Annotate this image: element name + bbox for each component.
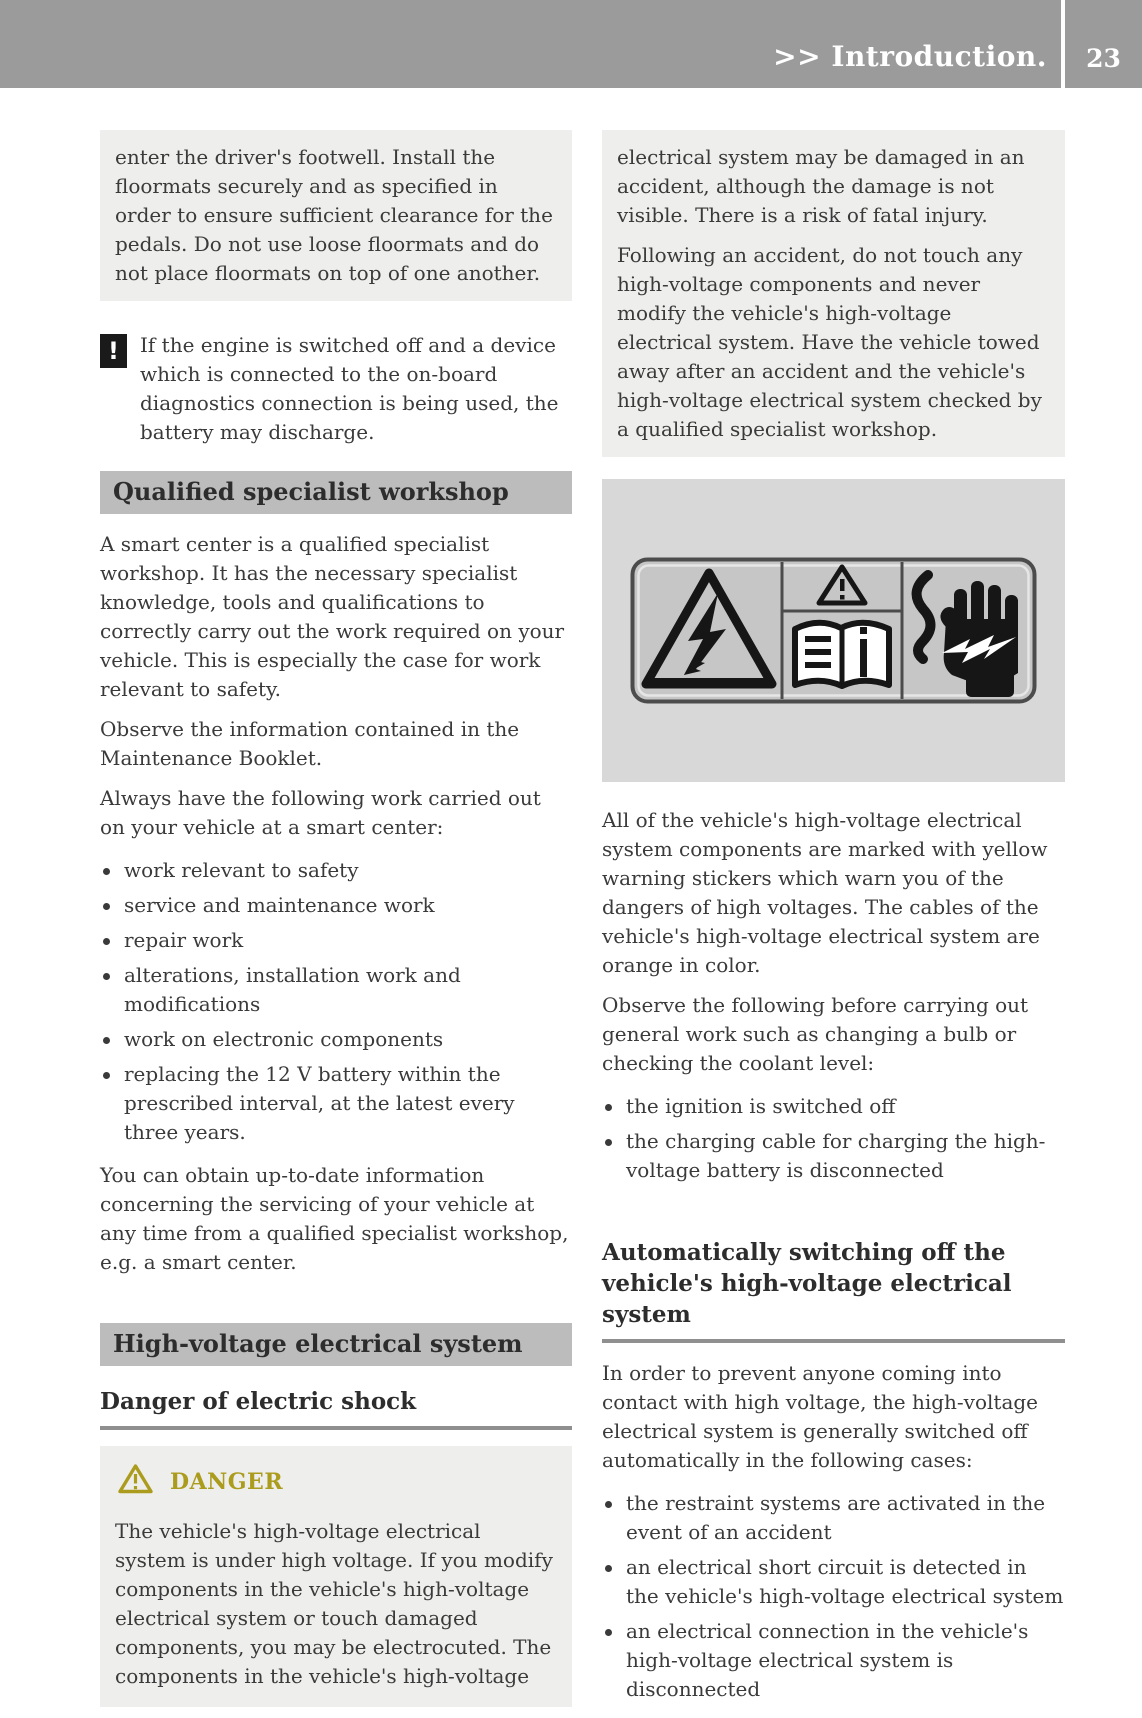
danger-label: DANGER	[170, 1469, 284, 1495]
battery-discharge-note	[100, 331, 572, 447]
carryover-text: Following an accident, do not touch any high-voltage components and never modify the vehicle's high-voltage electrical system. Have the vehicle towed away after an accident and the vehicle's high-voltage electrical system checked by a qualified specialist workshop.	[617, 243, 1042, 441]
section-heading-qualified-specialist-workshop: Qualified specialist workshop	[100, 471, 572, 514]
carryover-danger-box	[602, 130, 1065, 457]
left-column	[100, 130, 572, 1707]
paragraph: Always have the following work carried out on your vehicle at a smart center:	[100, 786, 541, 839]
paragraph: In order to prevent anyone coming into contact with high voltage, the high-voltage electrical system is generally switched off automatically in the following cases:	[602, 1361, 1039, 1472]
paragraph: Observe the following before carrying out general work such as changing a bulb or checking the coolant level:	[602, 993, 1029, 1075]
chapter-title: >> Introduction.	[773, 40, 1047, 73]
carryover-text: electrical system may be damaged in an accident, although the damage is not visible. There is a risk of fatal injury.	[617, 145, 1025, 227]
paragraph: You can obtain up-to-date information concerning the servicing of your vehicle at any time from a qualified specialist workshop, e.g. a smart center.	[100, 1163, 569, 1274]
subheading-automatic-switch-off: Automatically switching off the vehicle's high-voltage electrical system	[602, 1237, 1065, 1343]
danger-text: The vehicle's high-voltage electrical system is under high voltage. If you modify components in the vehicle's high-voltage electrical system or touch damaged components, you may be electrocuted. The components in the vehicle's high-voltage	[115, 1519, 553, 1688]
carryover-text: enter the driver's footwell. Install the floormats securely and as specified in order to ensure sufficient clearance for the pedals. Do not use loose floormats and do not place floormats on top of one another.	[115, 145, 553, 285]
list-item: repair work	[124, 926, 572, 955]
list-item: service and maintenance work	[124, 891, 572, 920]
manual-book-icon	[795, 623, 889, 686]
danger-box-header	[117, 1462, 557, 1503]
high-voltage-warning-sticker-image	[602, 479, 1065, 782]
right-column	[602, 130, 1065, 1718]
sticker-explanation	[602, 806, 1065, 1078]
list-item: work on electronic components	[124, 1025, 572, 1054]
list-item: the charging cable for charging the high-voltage battery is disconnected	[626, 1127, 1065, 1185]
section-heading-high-voltage-electrical-system: High-voltage electrical system	[100, 1323, 572, 1366]
list-item: the restraint systems are activated in the event of an accident	[626, 1489, 1065, 1547]
list-item: work relevant to safety	[124, 856, 572, 885]
danger-warning-box	[100, 1446, 572, 1707]
list-item: the ignition is switched off	[626, 1092, 1065, 1121]
list-item: alterations, installation work and modifications	[124, 961, 572, 1019]
workshop-work-list	[100, 856, 572, 1147]
paragraph: All of the vehicle's high-voltage electrical system components are marked with yellow warning stickers which warn you of the dangers of high voltages. The cables of the vehicle's high-voltage electrical system are orange in color.	[602, 808, 1048, 977]
list-item: an electrical connection in the vehicle's high-voltage electrical system is disconnected	[626, 1617, 1065, 1704]
exclamation-note-icon: !	[100, 334, 127, 368]
warning-sticker-graphic	[630, 557, 1037, 704]
list-item: an electrical short circuit is detected in the vehicle's high-voltage electrical system	[626, 1553, 1065, 1611]
auto-switch-off-cases-list	[602, 1489, 1065, 1704]
danger-triangle-icon	[117, 1462, 154, 1503]
paragraph: Observe the information contained in the Maintenance Booklet.	[100, 717, 520, 770]
note-text: If the engine is switched off and a device which is connected to the on-board diagnostics connection is being used, the battery may discharge.	[140, 333, 559, 444]
carryover-warning-box	[100, 130, 572, 301]
pre-work-checklist	[602, 1092, 1065, 1185]
paragraph: A smart center is a qualified specialist workshop. It has the necessary specialist knowledge, tools and qualifications to correctly carry out the work required on your vehicle. This is especially the case for work relevant to safety.	[100, 532, 565, 701]
page-number: 23	[1086, 44, 1121, 73]
subheading-danger-of-electric-shock: Danger of electric shock	[100, 1386, 572, 1430]
list-item: replacing the 12 V battery within the prescribed interval, at the latest every three years.	[124, 1060, 572, 1147]
page-header	[0, 0, 1142, 88]
